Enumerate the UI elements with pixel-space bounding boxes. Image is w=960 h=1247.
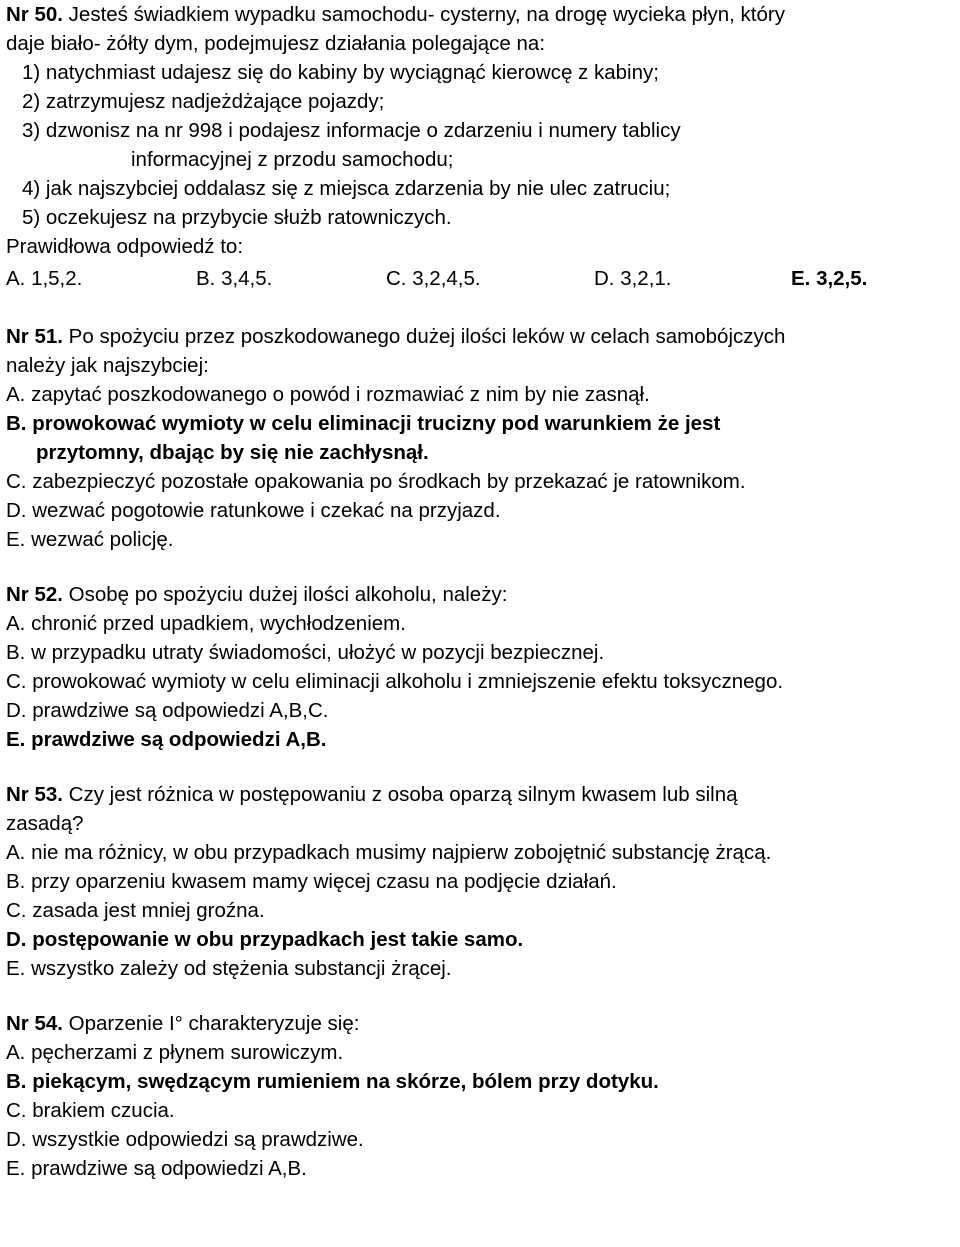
question-50-item-4: 4) jak najszybciej oddalasz się z miejsca zdarzenia by nie ulec zatruciu;: [22, 177, 671, 200]
answer-b-correct: B. piekącym, swędzącym rumieniem na skórze, bólem przy dotyku.: [6, 1070, 659, 1093]
spacer: [6, 754, 956, 780]
question-51-number: Nr 51.: [6, 325, 63, 348]
answer-d-correct: D. postępowanie w obu przypadkach jest takie samo.: [6, 928, 524, 951]
answer-d: D. wezwać pogotowie ratunkowe i czekać na przyjazd.: [6, 499, 501, 522]
question-53-stem-line2: zasadą?: [6, 812, 84, 835]
answer-b-correct-cont: przytomny, dbając by się nie zachłysnął.: [36, 441, 429, 464]
spacer: [6, 554, 956, 580]
answer-e: E. wezwać policję.: [6, 528, 174, 551]
question-51-text: Po spożyciu przez poszkodowanego dużej ilości leków w celach samobójczych: [62, 325, 786, 348]
question-53-text: Czy jest różnica w postępowaniu z osoba oparzą silnym kwasem lub silną: [62, 783, 738, 806]
question-52-stem: [6, 580, 956, 609]
question-50-prompt: Prawidłowa odpowiedź to:: [6, 235, 244, 258]
answer-d: D. wszystkie odpowiedzi są prawdziwe.: [6, 1128, 364, 1151]
question-50-text: Jesteś świadkiem wypadku samochodu- cysterny, na drogę wycieka płyn, który: [62, 3, 785, 26]
question-51-stem-line2: należy jak najszybciej:: [6, 354, 209, 377]
answer-c: C. prowokować wymioty w celu eliminacji alkoholu i zmniejszenie efektu toksycznego.: [6, 670, 784, 693]
question-50-item-3: 3) dzwonisz na nr 998 i podajesz informacje o zdarzeniu i numery tablicy: [22, 119, 681, 142]
document-page: [6, 0, 956, 1183]
answer-e-correct: E. 3,2,5.: [791, 267, 868, 290]
spacer: [6, 296, 956, 322]
question-52: [6, 580, 956, 754]
question-54-number: Nr 54.: [6, 1012, 63, 1035]
question-54-stem: [6, 1009, 956, 1038]
question-50-answers: [6, 267, 956, 296]
answer-e: E. wszystko zależy od stężenia substancji żrącej.: [6, 957, 452, 980]
answer-a: A. 1,5,2.: [6, 267, 83, 290]
answer-a: A. pęcherzami z płynem surowiczym.: [6, 1041, 344, 1064]
answer-b: B. przy oparzeniu kwasem mamy więcej czasu na podjęcie działań.: [6, 870, 617, 893]
question-50-item-5: 5) oczekujesz na przybycie służb ratowniczych.: [22, 206, 452, 229]
answer-c: C. 3,2,4,5.: [386, 267, 481, 290]
question-53-number: Nr 53.: [6, 783, 63, 806]
answer-e-correct: E. prawdziwe są odpowiedzi A,B.: [6, 728, 327, 751]
answer-a: A. chronić przed upadkiem, wychłodzeniem.: [6, 612, 406, 635]
question-51: [6, 322, 956, 554]
question-54-text: Oparzenie I° charakteryzuje się:: [62, 1012, 360, 1035]
question-53: [6, 780, 956, 983]
answer-d: D. 3,2,1.: [594, 267, 672, 290]
answer-a: A. zapytać poszkodowanego o powód i rozmawiać z nim by nie zasnął.: [6, 383, 650, 406]
spacer: [6, 983, 956, 1009]
answer-d: D. prawdziwe są odpowiedzi A,B,C.: [6, 699, 329, 722]
answer-b-correct: B. prowokować wymioty w celu eliminacji trucizny pod warunkiem że jest: [6, 412, 721, 435]
question-52-number: Nr 52.: [6, 583, 63, 606]
answer-b: B. w przypadku utraty świadomości, ułożyć w pozycji bezpiecznej.: [6, 641, 605, 664]
answer-c: C. zasada jest mniej groźna.: [6, 899, 265, 922]
question-50: [6, 0, 956, 296]
question-50-stem-line2: daje biało- żółty dym, podejmujesz działania polegające na:: [6, 32, 546, 55]
question-50-stem-line1: [6, 0, 956, 29]
answer-c: C. brakiem czucia.: [6, 1099, 175, 1122]
answer-a: A. nie ma różnicy, w obu przypadkach musimy najpierw zobojętnić substancję żrącą.: [6, 841, 772, 864]
answer-b: B. 3,4,5.: [196, 267, 273, 290]
answer-e: E. prawdziwe są odpowiedzi A,B.: [6, 1157, 307, 1180]
question-54: [6, 1009, 956, 1183]
question-50-item-1: 1) natychmiast udajesz się do kabiny by wyciągnąć kierowcę z kabiny;: [22, 61, 659, 84]
question-50-number: Nr 50.: [6, 3, 63, 26]
question-52-text: Osobę po spożyciu dużej ilości alkoholu, należy:: [62, 583, 508, 606]
question-53-stem-line1: [6, 780, 956, 809]
question-50-item-2: 2) zatrzymujesz nadjeżdżające pojazdy;: [22, 90, 385, 113]
answer-c: C. zabezpieczyć pozostałe opakowania po środkach by przekazać je ratownikom.: [6, 470, 746, 493]
question-50-item-3-cont: informacyjnej z przodu samochodu;: [131, 148, 454, 171]
question-51-stem-line1: [6, 322, 956, 351]
